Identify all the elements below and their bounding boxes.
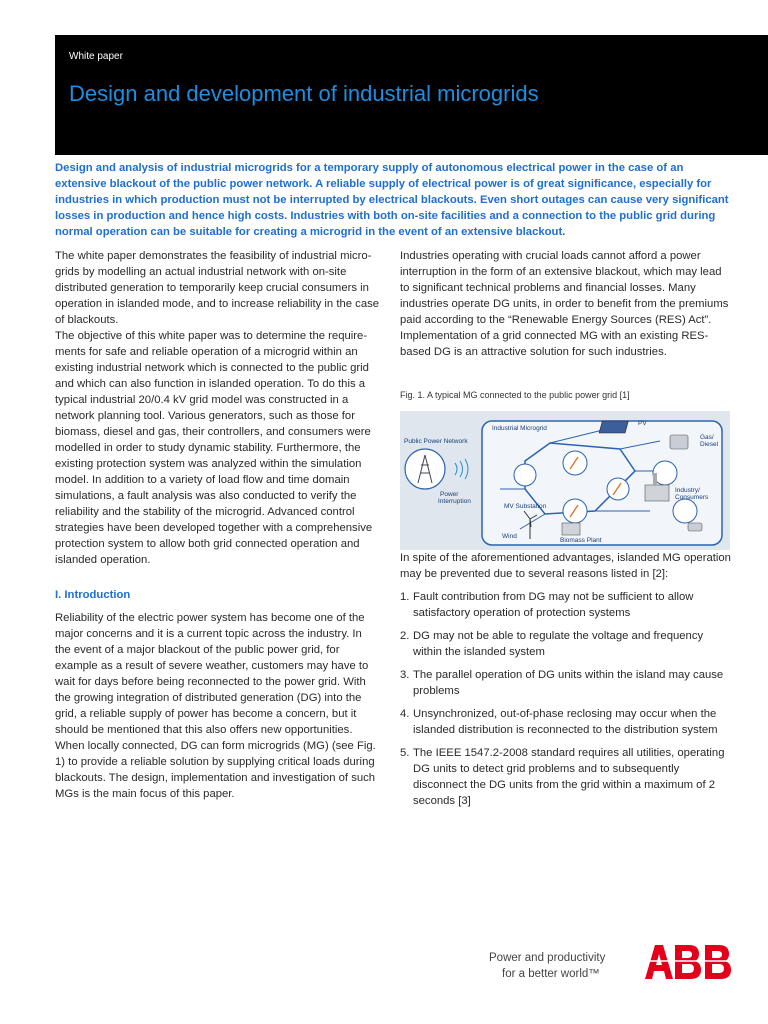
label-power-interruption: Power Interruption xyxy=(438,491,471,505)
label-gas-diesel: Gas/ Diesel xyxy=(700,434,719,448)
label-pv: PV xyxy=(638,420,647,427)
body-paragraph: Industries operating with crucial loads cannot afford a power interruption in the form of an extensive blackout, which may lead to significant technical problems and financial losses. Many industries operate DG units, in order to benefit from the premiums paid according to the “Renewable Energy Sources (RES) Act”. Implementation of a grid connected MG with an existing RES-based DG is an attractive solution for such industries. xyxy=(400,250,729,358)
body-paragraph: In spite of the aforementioned advantages, islanded MG operation may be prevented due to several reasons listed in [2]: xyxy=(400,552,731,580)
document-title: Design and development of industrial microgrids xyxy=(69,81,539,106)
body-paragraph: The white paper demonstrates the feasibility of industrial micro-grids by modelling an actual industrial network with on-site distributed generation to temporarily keep crucial consumers in operation in islanded mode, and to increase reliability in the case of blackouts. xyxy=(55,250,380,326)
left-column xyxy=(55,248,380,802)
document-type-label: White paper xyxy=(69,51,123,62)
microgrid-diagram xyxy=(400,411,730,550)
reasons-list xyxy=(400,589,732,809)
list-item: 2. DG may not be able to regulate the voltage and frequency within the islanded system xyxy=(400,630,704,658)
label-public-network: Public Power Network xyxy=(404,438,468,445)
section-heading: I. Introduction xyxy=(55,589,131,601)
microgrid-figure xyxy=(400,411,730,550)
header-banner xyxy=(55,35,768,155)
figure-caption: Fig. 1. A typical MG connected to the public power grid [1] xyxy=(400,390,630,400)
label-wind: Wind xyxy=(502,533,517,540)
list-item: 3. The parallel operation of DG units within the island may cause problems xyxy=(400,669,724,697)
body-paragraph: Reliability of the electric power system has become one of the major concerns and it is a current topic across the industry. In the event of a major blackout of the public power grid, for example as a result of severe weather, customers may have to wait for days before being reconnected to the power grid. With the growing integration of distributed generation (DG) into the grid, a reliable supply of power has become a concern, but it should be mentioned that this also offers new opportunities. When locally connected, DG can form microgrids (MG) (see Fig. 1) to provide a reliable solution by supplying critical loads during blackouts. The design, implementation and investigation of such MGs is the main focus of this paper. xyxy=(55,612,376,800)
footer-slogan: Power and productivity for a better world™ xyxy=(489,952,606,980)
list-item: 1. Fault contribution from DG may not be sufficient to allow satisfactory operation of protection systems xyxy=(400,591,694,619)
label-mv-substation: MV Substation xyxy=(504,503,547,510)
abb-logo-mark xyxy=(645,945,731,979)
label-industrial-microgrid: Industrial Microgrid xyxy=(492,425,547,432)
abb-logo xyxy=(643,943,735,979)
list-item: 5. The IEEE 1547.2-2008 standard requires all utilities, operating DG units to detect grid problems and to subsequently disconnect the DG units from the grid within a maximum of 2 seconds [3] xyxy=(400,747,725,807)
lead-paragraph: Design and analysis of industrial microgrids for a temporary supply of autonomous electrical power in the case of an extensive blackout of the public power network. A reliable supply of electrical power is of great significance, especially for industries in which production must not be interrupted by electrical blackouts. Even short outages can cause very significant losses in production and hence high costs. Industries with both on-site facilities and a connection to the public grid during normal operation can be suitable for creating a microgrid in the event of an extensive blackout. xyxy=(55,162,729,238)
label-biomass-plant: Biomass Plant xyxy=(560,537,602,544)
body-paragraph: The objective of this white paper was to determine the require-ments for safe and reliable operation of a microgrid within an existing industrial network which is connected to the public grid and which can also function in islanded operation. To do this a typical industrial 20/0.4 kV grid model was constructed in a network planning tool. Various generators, such as those for biomass, diesel and gas, their controllers, and consumers were modelled in order to study dynamic stability. Furthermore, the existing protection system was analyzed within the simulation model. In addition to a variety of load flow and time domain simulations, a fault analysis was also conducted to verify the reliability and the stability of the microgrid. Advanced control strategies have been developed together with a comprehensive protection system to allow both grid connected operation and islanded operation. xyxy=(55,330,373,566)
label-industry-consumers: Industry/ Consumers xyxy=(675,487,709,501)
right-column xyxy=(400,248,732,816)
list-item: 4. Unsynchronized, out-of-phase reclosing may occur when the islanded distribution is reconnected to the distribution system xyxy=(400,708,718,736)
